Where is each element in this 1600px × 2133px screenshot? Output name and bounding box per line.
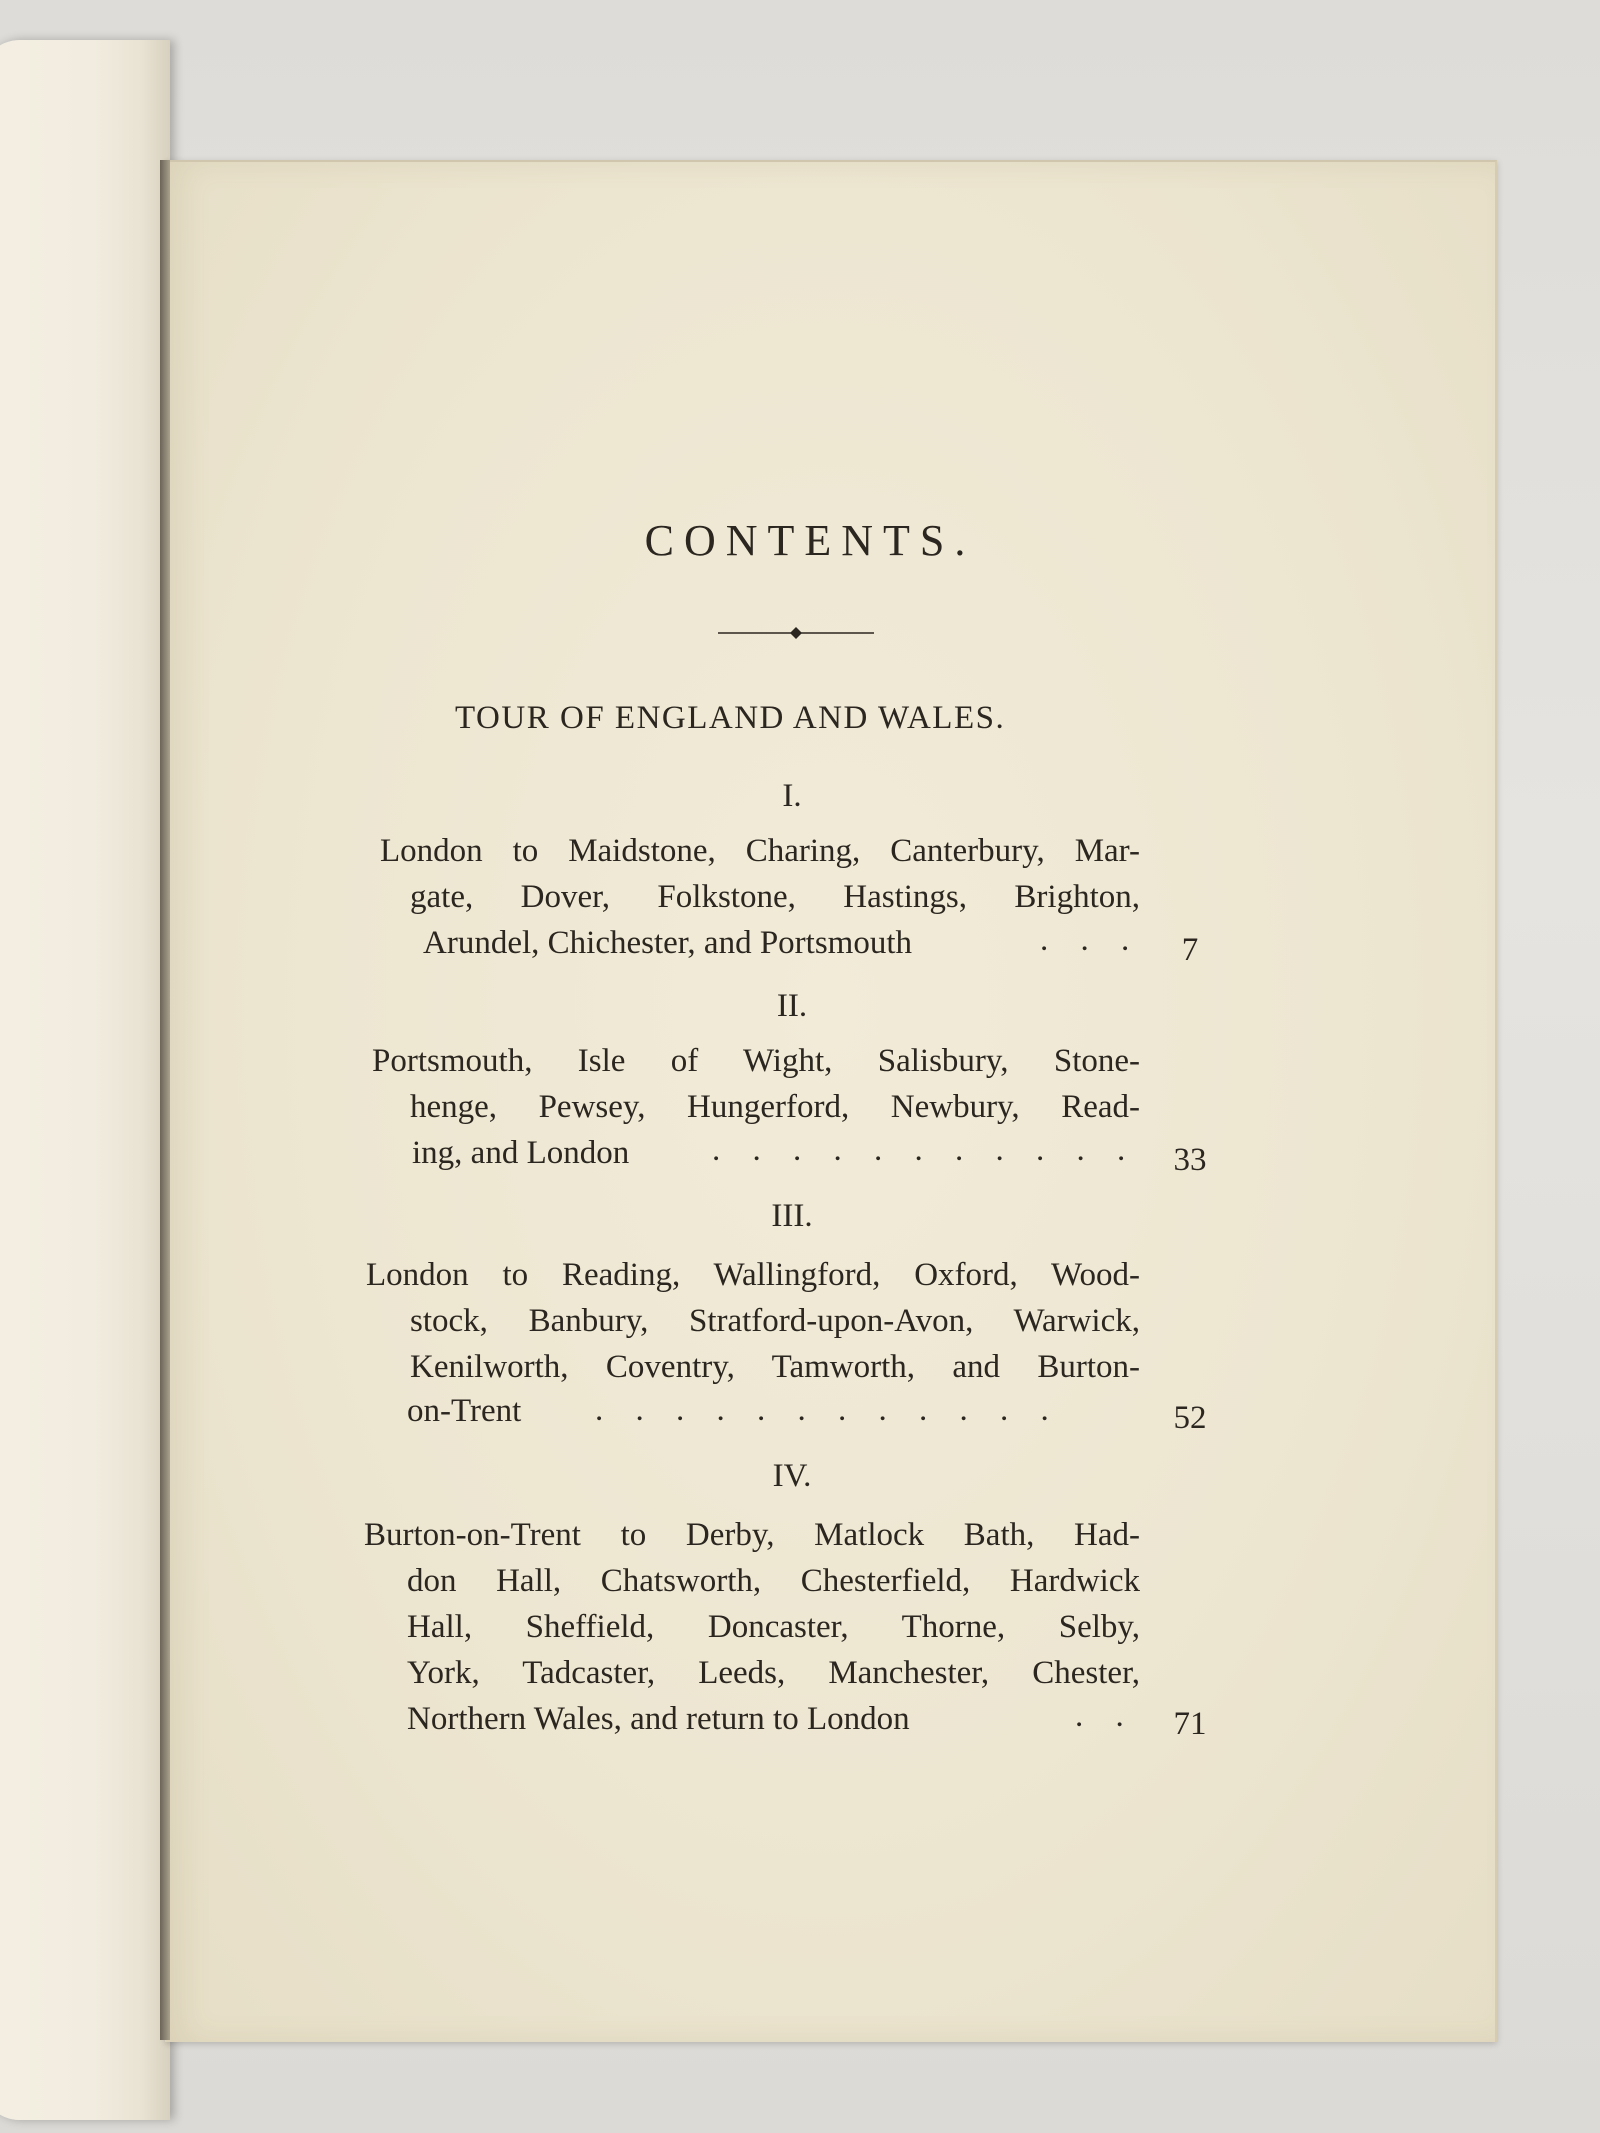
section-numeral: I.: [782, 778, 802, 814]
facing-page-edge: [0, 40, 170, 2120]
dot-leader: . .: [1075, 1698, 1136, 1734]
section-numeral: II.: [776, 988, 808, 1024]
dot-leader: . . . . . . . . . . .: [712, 1132, 1138, 1168]
section-numeral: IV.: [772, 1458, 812, 1494]
entry-line: ing, and London: [412, 1135, 630, 1171]
entry-line: stock, Banbury, Stratford-upon-Avon, Warwick,: [410, 1303, 1140, 1339]
entry-line: don Hall, Chatsworth, Chesterfield, Hardwick: [407, 1563, 1140, 1599]
entry-line: gate, Dover, Folkstone, Hastings, Brighton,: [410, 879, 1140, 915]
entry-line: Portsmouth, Isle of Wight, Salisbury, Stone-: [372, 1043, 1140, 1079]
page-number: 33: [1173, 1142, 1207, 1178]
dot-leader: . . .: [1040, 922, 1142, 958]
section-numeral: III.: [771, 1198, 813, 1234]
dot-leader: . . . . . . . . . . . .: [595, 1392, 1061, 1428]
entry-line: Burton-on-Trent to Derby, Matlock Bath, Had-: [364, 1517, 1140, 1553]
entry-line: Kenilworth, Coventry, Tamworth, and Burton-: [410, 1349, 1140, 1385]
entry-line: Hall, Sheffield, Doncaster, Thorne, Selby,: [407, 1609, 1140, 1645]
entry-line: Arundel, Chichester, and Portsmouth: [423, 925, 913, 961]
tour-subheading: TOUR OF ENGLAND AND WALES.: [455, 700, 1006, 736]
entry-line: London to Maidstone, Charing, Canterbury, Mar-: [380, 833, 1140, 869]
divider-ornament: [718, 626, 874, 640]
page-number: 7: [1181, 932, 1199, 968]
entry-line: on-Trent: [407, 1393, 522, 1429]
entry-line: henge, Pewsey, Hungerford, Newbury, Read-: [410, 1089, 1140, 1125]
entry-line: Northern Wales, and return to London: [407, 1701, 910, 1737]
page-number: 71: [1173, 1706, 1207, 1742]
contents-heading: CONTENTS.: [644, 516, 976, 565]
page-gutter: [160, 160, 170, 2040]
page-number: 52: [1173, 1400, 1207, 1436]
entry-line: London to Reading, Wallingford, Oxford, Wood-: [366, 1257, 1140, 1293]
entry-line: York, Tadcaster, Leeds, Manchester, Chester,: [407, 1655, 1140, 1691]
